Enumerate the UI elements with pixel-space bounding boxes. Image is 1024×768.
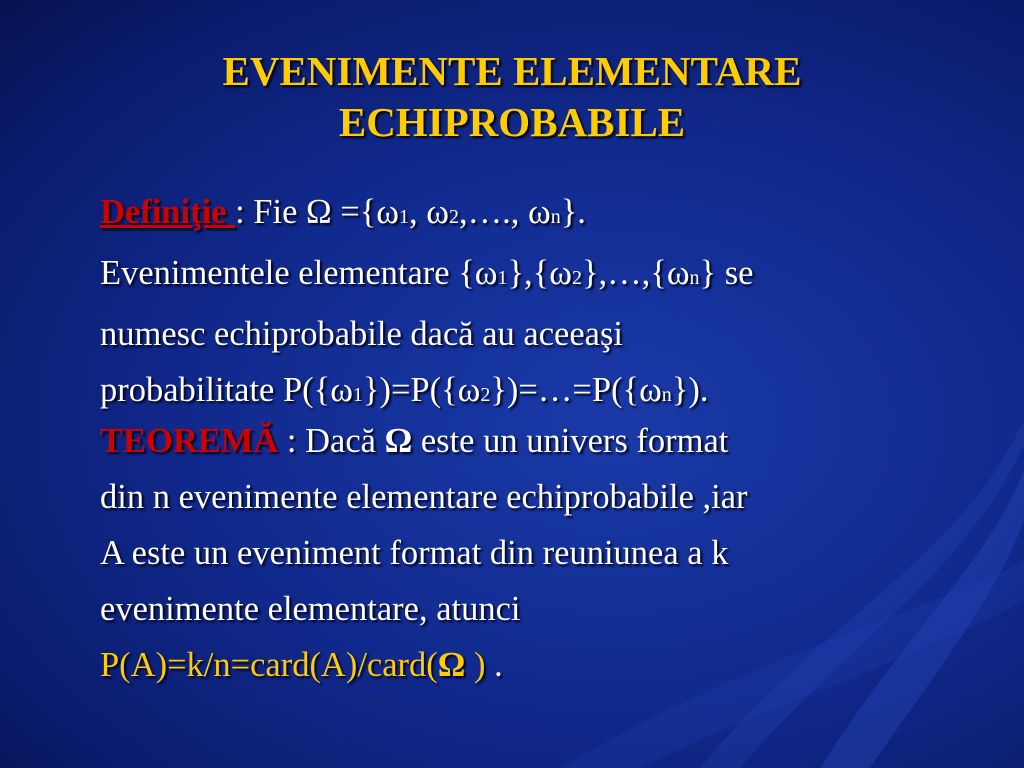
definition-text: ,…., ω [458, 193, 551, 231]
subscript: n [661, 384, 672, 406]
definition-text: }). [671, 371, 709, 409]
definition-text: }. [560, 193, 586, 231]
subscript: n [689, 267, 700, 289]
definition-line-1 [100, 184, 940, 245]
formula-text: . [485, 646, 503, 684]
subscript: 1 [352, 384, 363, 406]
omega-symbol: Ω [306, 193, 332, 231]
definition-text: } se [699, 254, 754, 292]
theorem-label: TEOREMĂ [100, 422, 279, 460]
definition-text: },…,{ω [581, 254, 690, 292]
omega-symbol: Ω [437, 646, 466, 684]
definition-text: ={ω [331, 193, 400, 231]
definition-text: },{ω [507, 254, 572, 292]
formula-text: ) [465, 646, 486, 684]
definition-text: probabilitate P({ω [100, 371, 353, 409]
definition-text: : Fie [235, 193, 307, 231]
subscript: 2 [448, 206, 459, 228]
definition-text: })=…=P({ω [490, 371, 662, 409]
subscript: 2 [480, 384, 491, 406]
title-line-2: ECHIPROBABILE [338, 99, 686, 145]
definition-line-2 [100, 245, 940, 306]
definition-text: Evenimentele elementare {ω [100, 254, 498, 292]
subscript: 1 [399, 206, 410, 228]
definition-line-3: numesc echiprobabile dacă au aceeaşi [100, 315, 623, 353]
definition-paragraph [100, 184, 940, 423]
theorem-line-2: din n evenimente elementare echiprobabile ,iar [100, 478, 748, 516]
definition-text: })=P({ω [362, 371, 481, 409]
subscript: 2 [571, 267, 582, 289]
theorem-line-1 [100, 413, 940, 469]
theorem-paragraph [100, 413, 940, 693]
definition-label: Definiţie [100, 193, 236, 231]
slide-title [0, 46, 1024, 148]
subscript: n [550, 206, 561, 228]
theorem-formula [100, 637, 940, 693]
definition-text: , ω [409, 193, 449, 231]
title-line-1: EVENIMENTE ELEMENTARE [222, 48, 802, 94]
subscript: 1 [497, 267, 508, 289]
theorem-line-4: evenimente elementare, atunci [100, 590, 521, 628]
formula-text: P(A)=k/n=card(A)/card( [100, 646, 438, 684]
theorem-line-3: A este un eveniment format din reuniunea a k [100, 534, 729, 572]
theorem-text: : Dacă [278, 422, 385, 460]
theorem-text: este un univers format [412, 422, 729, 460]
omega-symbol: Ω [384, 422, 413, 460]
